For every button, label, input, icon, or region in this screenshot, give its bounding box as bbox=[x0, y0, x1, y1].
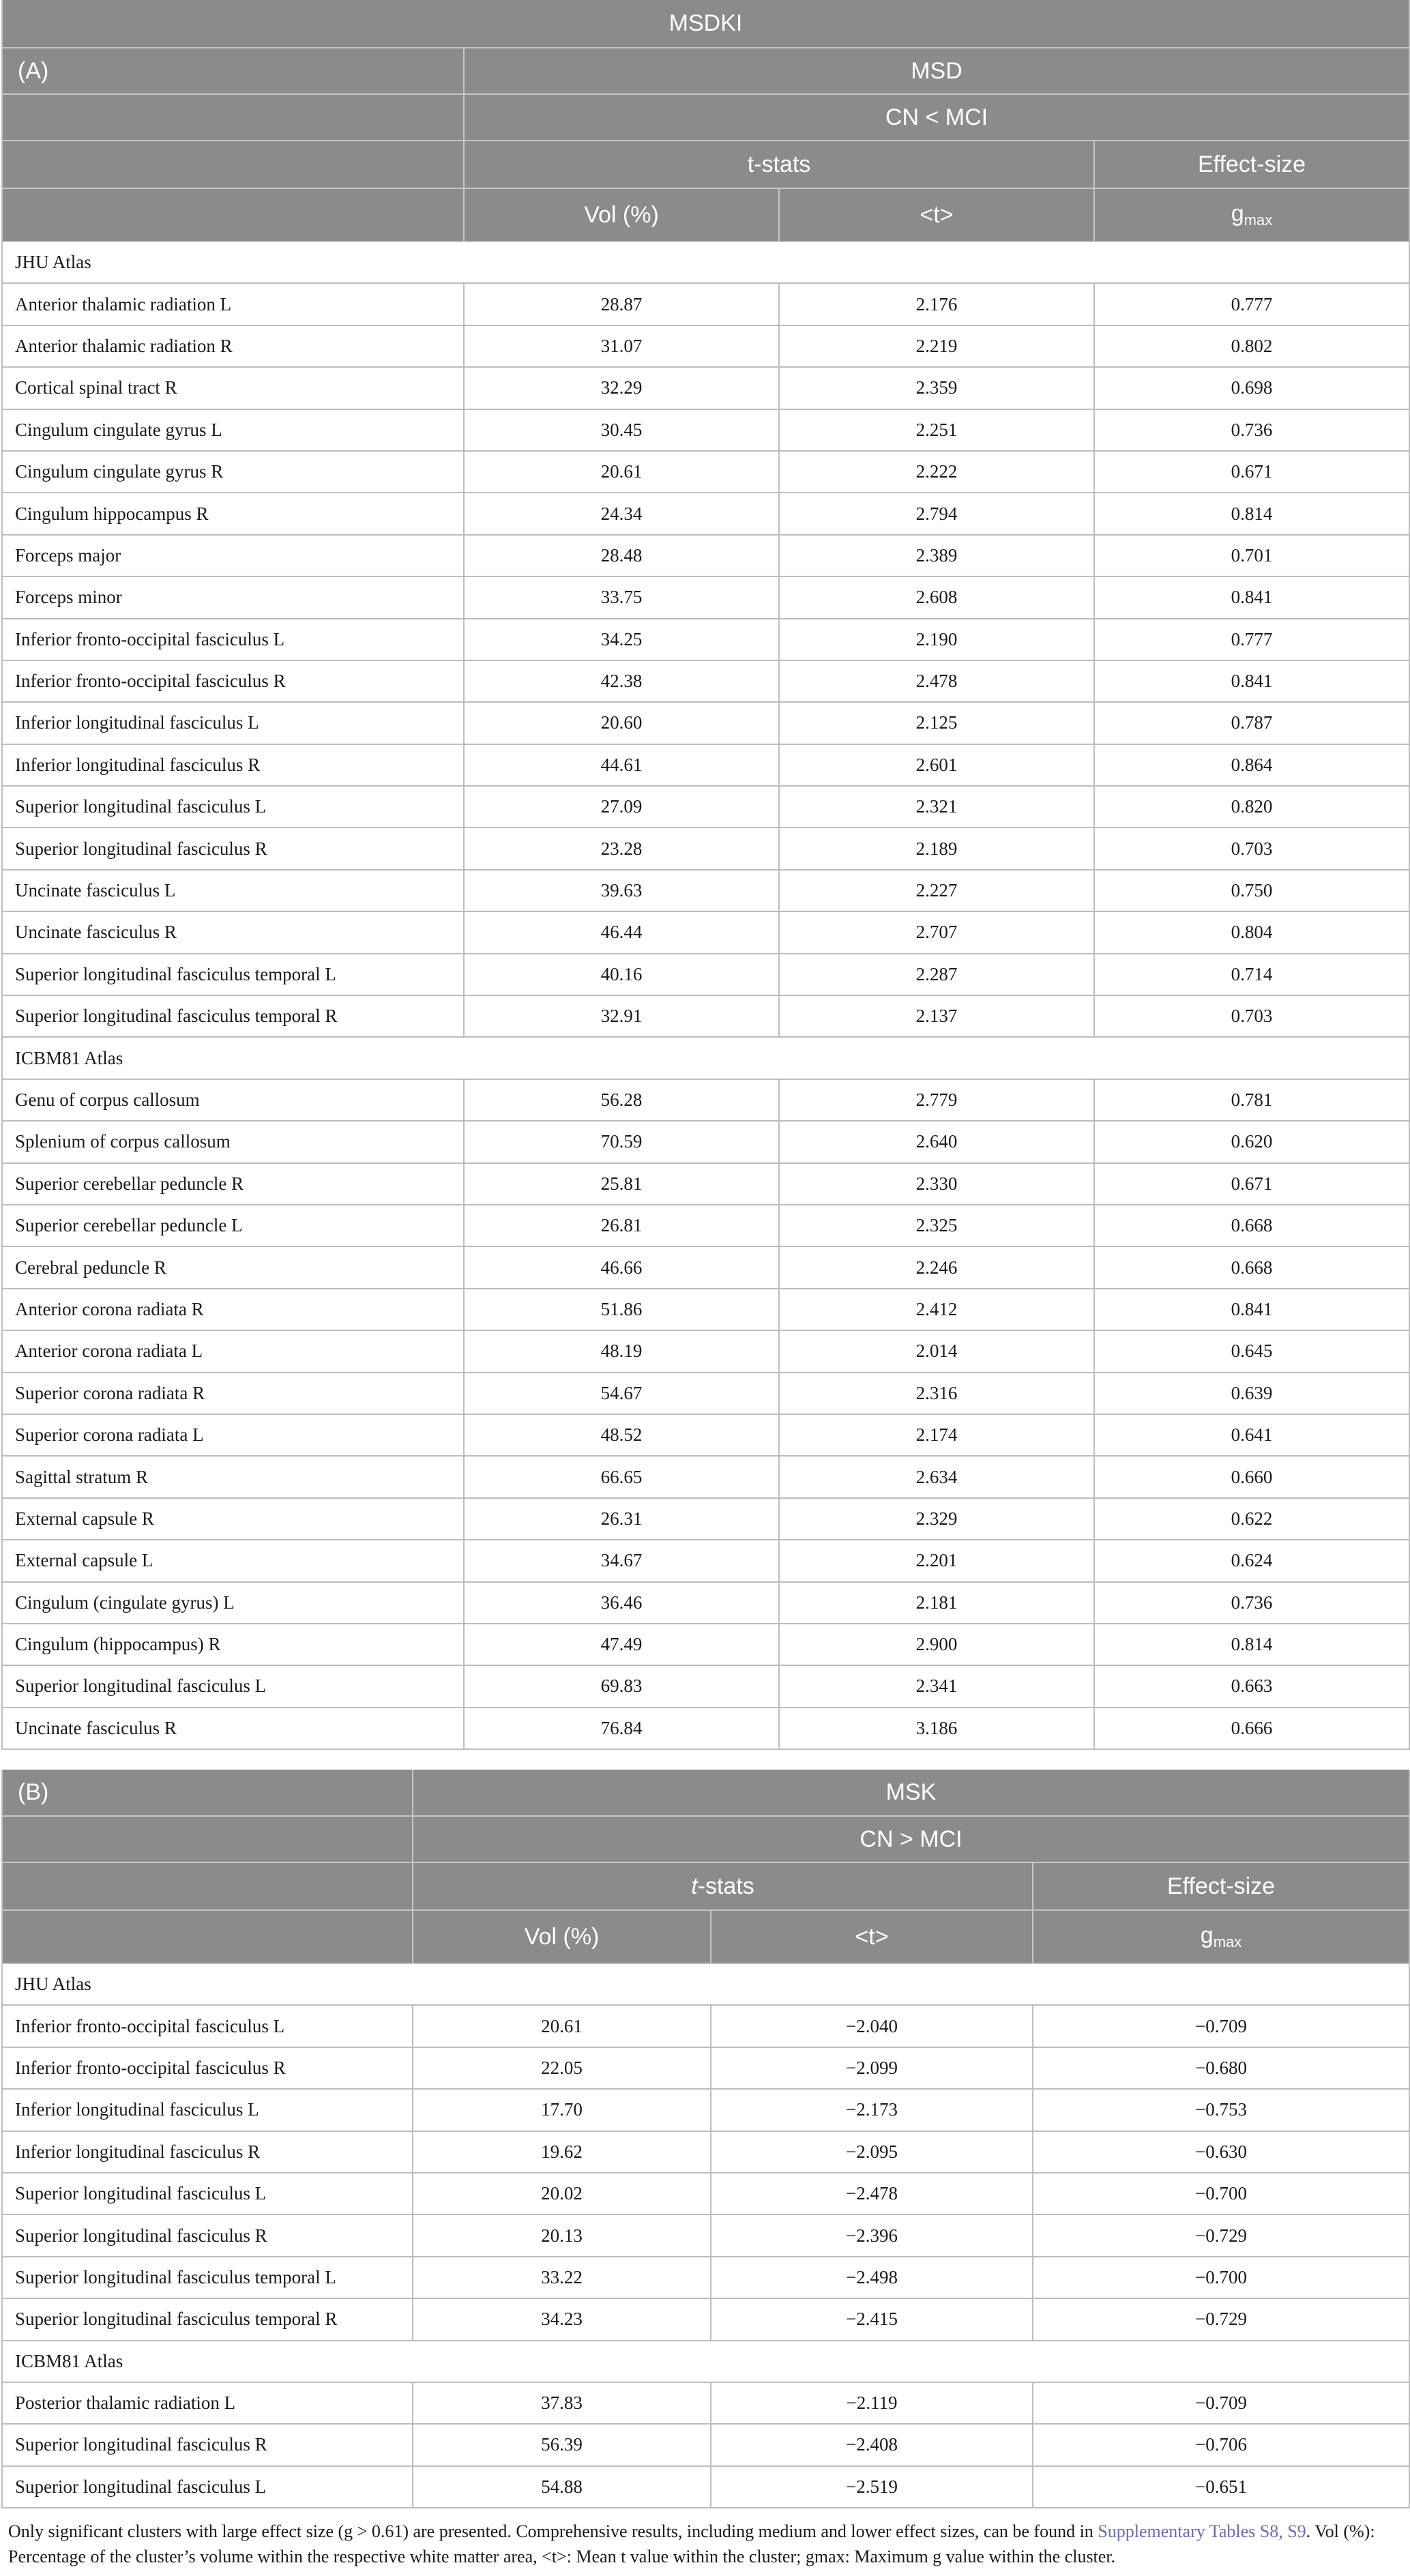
tract-name: Forceps major bbox=[2, 535, 464, 576]
contrast-header-b: CN > MCI bbox=[413, 1816, 1409, 1862]
gmax-value: 0.666 bbox=[1094, 1708, 1409, 1749]
table-row bbox=[2, 2005, 1409, 2047]
tract-name: Cortical spinal tract R bbox=[2, 367, 464, 409]
tract-name: Cerebral peduncle R bbox=[2, 1246, 464, 1288]
table-row bbox=[2, 1373, 1409, 1414]
table-row bbox=[2, 2424, 1409, 2465]
table-row bbox=[2, 954, 1409, 995]
mean-t-value: −2.173 bbox=[711, 2089, 1033, 2131]
gmax-value: 0.622 bbox=[1094, 1498, 1409, 1540]
vol-value: 20.61 bbox=[464, 451, 779, 493]
mean-t-value: 2.900 bbox=[779, 1624, 1094, 1665]
mean-t-value: 2.222 bbox=[779, 451, 1094, 493]
mean-t-value: 2.246 bbox=[779, 1246, 1094, 1288]
tract-name: Superior longitudinal fasciculus temporal R bbox=[2, 2298, 413, 2340]
tract-name: Uncinate fasciculus L bbox=[2, 870, 464, 911]
atlas-section-row bbox=[2, 2341, 1409, 2382]
mean-t-value: 2.321 bbox=[779, 786, 1094, 828]
tract-name: Sagittal stratum R bbox=[2, 1456, 464, 1497]
gmax-value: 0.641 bbox=[1094, 1414, 1409, 1456]
gmax-value: −0.753 bbox=[1033, 2089, 1409, 2131]
vol-value: 20.61 bbox=[413, 2005, 711, 2047]
table-a bbox=[1, 0, 1410, 1750]
gmax-header-b: $g_{max}$ bbox=[1033, 1910, 1409, 1963]
vol-value: 26.81 bbox=[464, 1205, 779, 1246]
vol-value: 37.83 bbox=[413, 2382, 711, 2424]
table-row bbox=[2, 786, 1409, 828]
mean-t-value: 2.176 bbox=[779, 283, 1094, 325]
mean-t-value: −2.099 bbox=[711, 2047, 1033, 2089]
gmax-value: 0.814 bbox=[1094, 493, 1409, 534]
vol-header-b: Vol (%) bbox=[413, 1910, 711, 1963]
tract-name: Superior longitudinal fasciculus R bbox=[2, 2214, 413, 2256]
tract-name: External capsule R bbox=[2, 1498, 464, 1540]
table-footnote bbox=[8, 2519, 1400, 2569]
mean-t-value: 2.219 bbox=[779, 325, 1094, 367]
mean-t-value: 2.287 bbox=[779, 954, 1094, 995]
vol-value: 23.28 bbox=[464, 828, 779, 869]
table-row bbox=[2, 1121, 1409, 1162]
mean-t-value: 2.189 bbox=[779, 828, 1094, 869]
tract-name: Forceps minor bbox=[2, 576, 464, 618]
gmax-value: 0.777 bbox=[1094, 619, 1409, 660]
mean-t-value: 2.412 bbox=[779, 1289, 1094, 1330]
vol-value: 70.59 bbox=[464, 1121, 779, 1162]
tract-name: Superior longitudinal fasciculus R bbox=[2, 2424, 413, 2465]
gmax-value: −0.709 bbox=[1033, 2382, 1409, 2424]
mean-t-value: 2.707 bbox=[779, 911, 1094, 953]
vol-value: 33.75 bbox=[464, 576, 779, 618]
vol-value: 22.05 bbox=[413, 2047, 711, 2089]
vol-value: 44.61 bbox=[464, 744, 779, 786]
gmax-value: 0.701 bbox=[1094, 535, 1409, 576]
table-row bbox=[2, 702, 1409, 744]
mean-t-value: 2.329 bbox=[779, 1498, 1094, 1540]
tract-name: Superior corona radiata L bbox=[2, 1414, 464, 1456]
tract-name: Cingulum cingulate gyrus L bbox=[2, 409, 464, 451]
vol-value: 42.38 bbox=[464, 660, 779, 702]
table-row bbox=[2, 283, 1409, 325]
gmax-value: −0.651 bbox=[1033, 2466, 1409, 2508]
table-row bbox=[2, 1456, 1409, 1497]
table-row bbox=[2, 1205, 1409, 1246]
gmax-value: −0.630 bbox=[1033, 2131, 1409, 2173]
vol-value: 36.46 bbox=[464, 1582, 779, 1624]
mean-t-value: −2.040 bbox=[711, 2005, 1033, 2047]
vol-value: 20.13 bbox=[413, 2214, 711, 2256]
gmax-value: −0.729 bbox=[1033, 2214, 1409, 2256]
tstats-header-b: t-stats bbox=[413, 1862, 1033, 1910]
vol-value: 47.49 bbox=[464, 1624, 779, 1665]
vol-value: 28.48 bbox=[464, 535, 779, 576]
atlas-section-label: ICBM81 Atlas bbox=[2, 1037, 1409, 1079]
tract-name: Cingulum cingulate gyrus R bbox=[2, 451, 464, 493]
table-row bbox=[2, 2173, 1409, 2214]
mean-t-value: 2.316 bbox=[779, 1373, 1094, 1414]
table-row bbox=[2, 911, 1409, 953]
vol-value: 46.44 bbox=[464, 911, 779, 953]
tract-name: Inferior fronto-occipital fasciculus L bbox=[2, 619, 464, 660]
atlas-section-label: JHU Atlas bbox=[2, 241, 1409, 283]
vol-value: 24.34 bbox=[464, 493, 779, 534]
table-row bbox=[2, 367, 1409, 409]
table-row bbox=[2, 2131, 1409, 2173]
gmax-value: 0.841 bbox=[1094, 660, 1409, 702]
gmax-value: 0.671 bbox=[1094, 1163, 1409, 1205]
metric-header-msd: MSD bbox=[464, 48, 1409, 94]
mean-t-value: 2.325 bbox=[779, 1205, 1094, 1246]
effect-size-header-b: Effect-size bbox=[1033, 1862, 1409, 1910]
tract-name: Superior longitudinal fasciculus temporal L bbox=[2, 954, 464, 995]
atlas-section-row bbox=[2, 1037, 1409, 1079]
tract-name: Splenium of corpus callosum bbox=[2, 1121, 464, 1162]
vol-value: 69.83 bbox=[464, 1665, 779, 1707]
vol-value: 17.70 bbox=[413, 2089, 711, 2131]
vol-value: 66.65 bbox=[464, 1456, 779, 1497]
atlas-section-row bbox=[2, 1963, 1409, 2005]
vol-value: 33.22 bbox=[413, 2257, 711, 2298]
gmax-value: 0.703 bbox=[1094, 828, 1409, 869]
tract-name: Superior cerebellar peduncle L bbox=[2, 1205, 464, 1246]
table-a-title: MSDKI bbox=[2, 0, 1409, 48]
mean-t-value: −2.408 bbox=[711, 2424, 1033, 2465]
gmax-value: 0.787 bbox=[1094, 702, 1409, 744]
mean-t-value: 2.794 bbox=[779, 493, 1094, 534]
mean-t-value: 2.359 bbox=[779, 367, 1094, 409]
mean-t-value: 2.330 bbox=[779, 1163, 1094, 1205]
tract-name: Anterior thalamic radiation L bbox=[2, 283, 464, 325]
gmax-value: 0.645 bbox=[1094, 1330, 1409, 1372]
tract-name: Uncinate fasciculus R bbox=[2, 911, 464, 953]
mean-t-value: −2.119 bbox=[711, 2382, 1033, 2424]
gmax-value: −0.700 bbox=[1033, 2173, 1409, 2214]
mean-t-value: 2.201 bbox=[779, 1540, 1094, 1581]
table-row bbox=[2, 2047, 1409, 2089]
mean-t-value: 2.634 bbox=[779, 1456, 1094, 1497]
empty-header-cell bbox=[2, 94, 464, 141]
table-row bbox=[2, 1289, 1409, 1330]
gmax-value: 0.781 bbox=[1094, 1079, 1409, 1121]
mean-t-value: 2.014 bbox=[779, 1330, 1094, 1372]
vol-value: 25.81 bbox=[464, 1163, 779, 1205]
mean-t-value: −2.396 bbox=[711, 2214, 1033, 2256]
gmax-value: −0.680 bbox=[1033, 2047, 1409, 2089]
vol-value: 54.67 bbox=[464, 1373, 779, 1414]
tract-name: External capsule L bbox=[2, 1540, 464, 1581]
vol-value: 56.39 bbox=[413, 2424, 711, 2465]
tract-name: Inferior fronto-occipital fasciculus R bbox=[2, 2047, 413, 2089]
gmax-value: 0.841 bbox=[1094, 576, 1409, 618]
tract-name: Inferior longitudinal fasciculus R bbox=[2, 2131, 413, 2173]
mean-t-header-b: <t> bbox=[711, 1910, 1033, 1963]
vol-value: 19.62 bbox=[413, 2131, 711, 2173]
table-row bbox=[2, 2214, 1409, 2256]
vol-value: 34.67 bbox=[464, 1540, 779, 1581]
tract-name: Inferior fronto-occipital fasciculus R bbox=[2, 660, 464, 702]
tstats-header-a: t-stats bbox=[464, 141, 1094, 188]
mean-t-value: 2.779 bbox=[779, 1079, 1094, 1121]
tract-name: Superior longitudinal fasciculus temporal R bbox=[2, 995, 464, 1037]
mean-t-value: 2.181 bbox=[779, 1582, 1094, 1624]
gmax-value: 0.620 bbox=[1094, 1121, 1409, 1162]
contrast-header-a: CN < MCI bbox=[464, 94, 1409, 141]
tract-name: Superior longitudinal fasciculus L bbox=[2, 2466, 413, 2508]
table-row bbox=[2, 1665, 1409, 1707]
table-row bbox=[2, 2382, 1409, 2424]
mean-t-value: 2.174 bbox=[779, 1414, 1094, 1456]
vol-value: 31.07 bbox=[464, 325, 779, 367]
mean-t-value: −2.478 bbox=[711, 2173, 1033, 2214]
gmax-value: 0.814 bbox=[1094, 1624, 1409, 1665]
tract-name: Superior longitudinal fasciculus R bbox=[2, 828, 464, 869]
table-row bbox=[2, 1414, 1409, 1456]
gmax-value: 0.624 bbox=[1094, 1540, 1409, 1581]
metric-header-msk: MSK bbox=[413, 1770, 1409, 1816]
mean-t-value: 3.186 bbox=[779, 1708, 1094, 1749]
gmax-header-a: $g_{max}$ bbox=[1094, 188, 1409, 241]
table-row bbox=[2, 2257, 1409, 2298]
vol-value: 20.02 bbox=[413, 2173, 711, 2214]
tract-name: Posterior thalamic radiation L bbox=[2, 2382, 413, 2424]
vol-value: 46.66 bbox=[464, 1246, 779, 1288]
mean-t-value: −2.095 bbox=[711, 2131, 1033, 2173]
gmax-value: 0.660 bbox=[1094, 1456, 1409, 1497]
gmax-value: 0.777 bbox=[1094, 283, 1409, 325]
table-row bbox=[2, 660, 1409, 702]
gmax-value: 0.820 bbox=[1094, 786, 1409, 828]
gmax-value: 0.804 bbox=[1094, 911, 1409, 953]
mean-t-value: 2.389 bbox=[779, 535, 1094, 576]
gmax-value: 0.639 bbox=[1094, 1373, 1409, 1414]
table-row bbox=[2, 409, 1409, 451]
gmax-value: 0.668 bbox=[1094, 1246, 1409, 1288]
atlas-section-label: ICBM81 Atlas bbox=[2, 2341, 1409, 2382]
gmax-value: 0.841 bbox=[1094, 1289, 1409, 1330]
mean-t-value: −2.519 bbox=[711, 2466, 1033, 2508]
gmax-value: 0.714 bbox=[1094, 954, 1409, 995]
table-row bbox=[2, 576, 1409, 618]
gmax-value: −0.706 bbox=[1033, 2424, 1409, 2465]
table-row bbox=[2, 325, 1409, 367]
empty-header-cell bbox=[2, 188, 464, 241]
empty-header-cell bbox=[2, 1910, 413, 1963]
mean-t-value: 2.478 bbox=[779, 660, 1094, 702]
table-row bbox=[2, 493, 1409, 534]
mean-t-value: 2.125 bbox=[779, 702, 1094, 744]
tract-name: Superior longitudinal fasciculus L bbox=[2, 2173, 413, 2214]
tract-name: Superior longitudinal fasciculus L bbox=[2, 1665, 464, 1707]
table-row bbox=[2, 619, 1409, 660]
mean-t-value: 2.251 bbox=[779, 409, 1094, 451]
atlas-section-row bbox=[2, 241, 1409, 283]
vol-header-a: Vol (%) bbox=[464, 188, 779, 241]
table-row bbox=[2, 1540, 1409, 1581]
tract-name: Superior corona radiata R bbox=[2, 1373, 464, 1414]
mean-t-value: −2.498 bbox=[711, 2257, 1033, 2298]
table-row bbox=[2, 744, 1409, 786]
mean-t-value: 2.227 bbox=[779, 870, 1094, 911]
tract-name: Uncinate fasciculus R bbox=[2, 1708, 464, 1749]
empty-header-cell bbox=[2, 1816, 413, 1862]
vol-value: 76.84 bbox=[464, 1708, 779, 1749]
empty-header-cell bbox=[2, 1862, 413, 1910]
vol-value: 27.09 bbox=[464, 786, 779, 828]
table-row bbox=[2, 451, 1409, 493]
table-row bbox=[2, 1624, 1409, 1665]
gmax-value: 0.703 bbox=[1094, 995, 1409, 1037]
panel-label-b: (B) bbox=[2, 1770, 413, 1816]
tract-name: Superior longitudinal fasciculus temporal L bbox=[2, 2257, 413, 2298]
table-row bbox=[2, 1163, 1409, 1205]
table-row bbox=[2, 1582, 1409, 1624]
gmax-value: 0.750 bbox=[1094, 870, 1409, 911]
table-row bbox=[2, 1246, 1409, 1288]
table-row bbox=[2, 1330, 1409, 1372]
mean-t-header-a: <t> bbox=[779, 188, 1094, 241]
tract-name: Anterior corona radiata L bbox=[2, 1330, 464, 1372]
gmax-value: −0.729 bbox=[1033, 2298, 1409, 2340]
table-row bbox=[2, 2089, 1409, 2131]
table-row bbox=[2, 1708, 1409, 1749]
footnote-line-1: Only significant clusters with large effect size (g > 0.61) are presented. Comprehensive results, including medium and lower effect sizes, can be found in Supplementary Tables S8, S9. Vol (%): bbox=[8, 2521, 1375, 2541]
mean-t-value: 2.601 bbox=[779, 744, 1094, 786]
vol-value: 30.45 bbox=[464, 409, 779, 451]
tract-name: Cingulum (cingulate gyrus) L bbox=[2, 1582, 464, 1624]
gmax-value: 0.668 bbox=[1094, 1205, 1409, 1246]
tract-name: Inferior longitudinal fasciculus L bbox=[2, 702, 464, 744]
vol-value: 40.16 bbox=[464, 954, 779, 995]
table-row bbox=[2, 995, 1409, 1037]
supplementary-tables-link[interactable]: Supplementary Tables S8, S9 bbox=[1098, 2521, 1306, 2541]
mean-t-value: 2.608 bbox=[779, 576, 1094, 618]
tract-name: Anterior thalamic radiation R bbox=[2, 325, 464, 367]
atlas-section-label: JHU Atlas bbox=[2, 1963, 1409, 2005]
gmax-value: −0.709 bbox=[1033, 2005, 1409, 2047]
gmax-value: −0.700 bbox=[1033, 2257, 1409, 2298]
gmax-value: 0.736 bbox=[1094, 1582, 1409, 1624]
table-row bbox=[2, 828, 1409, 869]
mean-t-value: 2.137 bbox=[779, 995, 1094, 1037]
gmax-value: 0.802 bbox=[1094, 325, 1409, 367]
tract-name: Anterior corona radiata R bbox=[2, 1289, 464, 1330]
footnote-line-2: Percentage of the cluster’s volume within the respective white matter area, <t>: Mean t value within the cluster; gmax: Maximum g value within the cluster. bbox=[8, 2547, 1116, 2566]
gmax-value: 0.698 bbox=[1094, 367, 1409, 409]
vol-value: 32.29 bbox=[464, 367, 779, 409]
tract-name: Superior longitudinal fasciculus L bbox=[2, 786, 464, 828]
vol-value: 48.19 bbox=[464, 1330, 779, 1372]
vol-value: 32.91 bbox=[464, 995, 779, 1037]
table-row bbox=[2, 1498, 1409, 1540]
tract-name: Genu of corpus callosum bbox=[2, 1079, 464, 1121]
table-row bbox=[2, 2298, 1409, 2340]
vol-value: 34.25 bbox=[464, 619, 779, 660]
gmax-value: 0.671 bbox=[1094, 451, 1409, 493]
table-row bbox=[2, 2466, 1409, 2508]
vol-value: 20.60 bbox=[464, 702, 779, 744]
tract-name: Inferior longitudinal fasciculus L bbox=[2, 2089, 413, 2131]
tract-name: Inferior longitudinal fasciculus R bbox=[2, 744, 464, 786]
gmax-value: 0.663 bbox=[1094, 1665, 1409, 1707]
vol-value: 34.23 bbox=[413, 2298, 711, 2340]
table-row bbox=[2, 535, 1409, 576]
mean-t-value: 2.190 bbox=[779, 619, 1094, 660]
tract-name: Superior cerebellar peduncle R bbox=[2, 1163, 464, 1205]
vol-value: 28.87 bbox=[464, 283, 779, 325]
vol-value: 51.86 bbox=[464, 1289, 779, 1330]
empty-header-cell bbox=[2, 141, 464, 188]
tract-name: Cingulum (hippocampus) R bbox=[2, 1624, 464, 1665]
vol-value: 56.28 bbox=[464, 1079, 779, 1121]
mean-t-value: −2.415 bbox=[711, 2298, 1033, 2340]
tract-name: Inferior fronto-occipital fasciculus L bbox=[2, 2005, 413, 2047]
vol-value: 48.52 bbox=[464, 1414, 779, 1456]
gmax-value: 0.864 bbox=[1094, 744, 1409, 786]
tract-name: Cingulum hippocampus R bbox=[2, 493, 464, 534]
vol-value: 26.31 bbox=[464, 1498, 779, 1540]
effect-size-header-a: Effect-size bbox=[1094, 141, 1409, 188]
table-row bbox=[2, 870, 1409, 911]
table-b bbox=[1, 1770, 1410, 2508]
table-row bbox=[2, 1079, 1409, 1121]
panel-label-a: (A) bbox=[2, 48, 464, 94]
vol-value: 54.88 bbox=[413, 2466, 711, 2508]
gmax-value: 0.736 bbox=[1094, 409, 1409, 451]
mean-t-value: 2.640 bbox=[779, 1121, 1094, 1162]
mean-t-value: 2.341 bbox=[779, 1665, 1094, 1707]
vol-value: 39.63 bbox=[464, 870, 779, 911]
